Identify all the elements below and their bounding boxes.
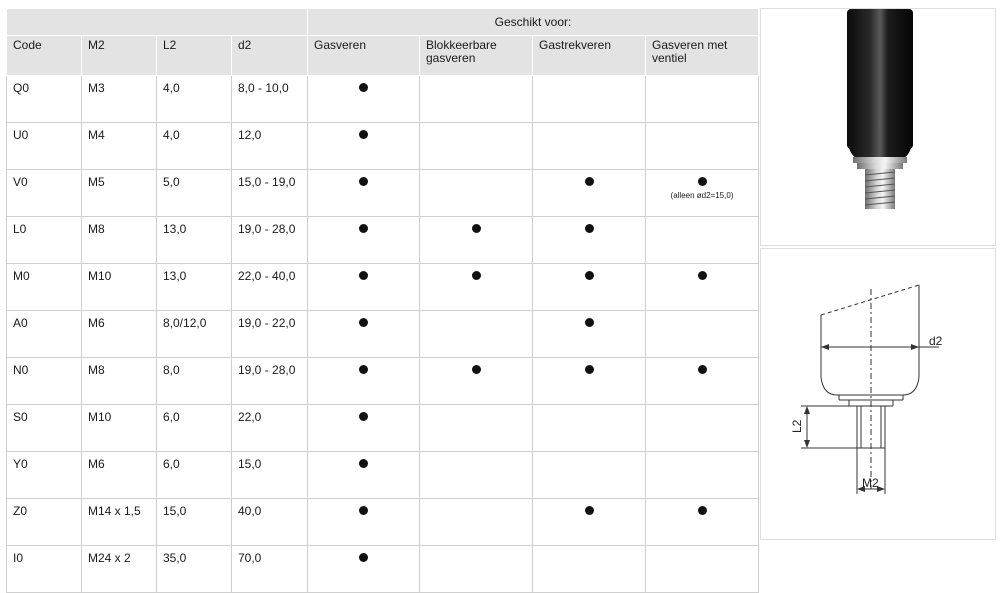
technical-drawing — [760, 248, 996, 540]
suitability-cell — [420, 546, 533, 593]
gas-spring-end-photo — [761, 9, 995, 245]
cell-m2: M6 — [82, 311, 157, 358]
l2-label: L2 — [790, 419, 804, 433]
cell-l2: 13,0 — [157, 217, 232, 264]
column-header-gasveren: Gasveren — [308, 36, 420, 76]
suitability-cell — [533, 170, 646, 217]
cell-note: (alleen ød2=15,0) — [670, 191, 734, 200]
bullet-icon — [585, 506, 594, 515]
cell-d2: 15,0 — [232, 452, 308, 499]
bullet-icon — [359, 224, 368, 233]
cell-code: A0 — [7, 311, 82, 358]
cell-l2: 15,0 — [157, 499, 232, 546]
bullet-icon — [359, 412, 368, 421]
bullet-icon — [585, 271, 594, 280]
suitability-cell — [533, 358, 646, 405]
cell-d2: 8,0 - 10,0 — [232, 76, 308, 123]
bullet-icon — [698, 271, 707, 280]
suitability-cell — [308, 546, 420, 593]
suitability-cell — [420, 170, 533, 217]
suitable-for-header: Geschikt voor: — [308, 9, 759, 36]
bullet-icon — [585, 318, 594, 327]
suitability-cell — [308, 452, 420, 499]
cell-m2: M24 x 2 — [82, 546, 157, 593]
cell-code: I0 — [7, 546, 82, 593]
cell-l2: 8,0 — [157, 358, 232, 405]
cell-code: U0 — [7, 123, 82, 170]
cell-code: S0 — [7, 405, 82, 452]
suitability-cell — [420, 217, 533, 264]
cell-m2: M5 — [82, 170, 157, 217]
column-header-gasveren-met-ventiel: Gasveren met ventiel — [646, 36, 759, 76]
suitability-cell — [308, 217, 420, 264]
bullet-icon — [359, 130, 368, 139]
cell-code: Z0 — [7, 499, 82, 546]
m2-label: M2 — [862, 476, 879, 490]
suitability-cell — [646, 358, 759, 405]
suitability-cell — [308, 76, 420, 123]
cell-l2: 4,0 — [157, 123, 232, 170]
bullet-icon — [359, 83, 368, 92]
cell-d2: 40,0 — [232, 499, 308, 546]
bullet-icon — [698, 177, 707, 186]
bullet-icon — [472, 271, 481, 280]
table-row — [7, 76, 759, 123]
bullet-icon — [359, 365, 368, 374]
suitability-cell — [646, 123, 759, 170]
bullet-icon — [359, 506, 368, 515]
cell-m2: M6 — [82, 452, 157, 499]
cell-m2: M14 x 1,5 — [82, 499, 157, 546]
table-row — [7, 264, 759, 311]
suitability-cell — [308, 499, 420, 546]
cell-l2: 13,0 — [157, 264, 232, 311]
bullet-icon — [472, 224, 481, 233]
bullet-icon — [585, 365, 594, 374]
cell-d2: 22,0 - 40,0 — [232, 264, 308, 311]
table-row — [7, 358, 759, 405]
cell-d2: 22,0 — [232, 405, 308, 452]
column-header-row — [7, 36, 759, 76]
column-header-l2: L2 — [157, 36, 232, 76]
suitability-cell — [646, 546, 759, 593]
cell-d2: 19,0 - 28,0 — [232, 217, 308, 264]
cell-m2: M10 — [82, 264, 157, 311]
cell-code: M0 — [7, 264, 82, 311]
cell-d2: 12,0 — [232, 123, 308, 170]
column-header-gastrekveren: Gastrekveren — [533, 36, 646, 76]
suitability-cell — [646, 405, 759, 452]
suitability-cell — [646, 76, 759, 123]
suitability-cell — [533, 217, 646, 264]
bullet-icon — [359, 177, 368, 186]
cell-m2: M8 — [82, 217, 157, 264]
suitability-cell — [533, 546, 646, 593]
empty-header-cell — [7, 9, 308, 36]
bullet-icon — [359, 459, 368, 468]
cell-m2: M4 — [82, 123, 157, 170]
table-row — [7, 499, 759, 546]
cell-m2: M3 — [82, 76, 157, 123]
bullet-icon — [585, 177, 594, 186]
cell-l2: 6,0 — [157, 405, 232, 452]
bullet-icon — [359, 271, 368, 280]
suitability-cell — [308, 123, 420, 170]
cell-l2: 8,0/12,0 — [157, 311, 232, 358]
cell-l2: 35,0 — [157, 546, 232, 593]
suitability-cell — [646, 311, 759, 358]
table-row — [7, 217, 759, 264]
suitability-cell — [420, 499, 533, 546]
group-header-row — [7, 9, 759, 36]
table-row — [7, 405, 759, 452]
bullet-icon — [698, 506, 707, 515]
suitability-cell — [308, 170, 420, 217]
cell-d2: 70,0 — [232, 546, 308, 593]
cell-d2: 19,0 - 28,0 — [232, 358, 308, 405]
column-header-d2: d2 — [232, 36, 308, 76]
suitability-cell — [420, 358, 533, 405]
suitability-cell — [420, 123, 533, 170]
column-header-blokkeerbare-gasveren: Blokkeerbare gasveren — [420, 36, 533, 76]
table-row — [7, 546, 759, 593]
bullet-icon — [585, 224, 594, 233]
column-header-m2: M2 — [82, 36, 157, 76]
suitability-cell — [646, 217, 759, 264]
bullet-icon — [359, 318, 368, 327]
cell-code: Y0 — [7, 452, 82, 499]
suitability-cell — [533, 264, 646, 311]
suitability-cell — [420, 311, 533, 358]
suitability-cell — [308, 311, 420, 358]
suitability-cell — [533, 311, 646, 358]
cell-l2: 4,0 — [157, 76, 232, 123]
specification-table — [6, 8, 759, 593]
column-header-code: Code — [7, 36, 82, 76]
cell-code: L0 — [7, 217, 82, 264]
suitability-cell — [420, 452, 533, 499]
suitability-cell — [308, 264, 420, 311]
cell-l2: 5,0 — [157, 170, 232, 217]
table-row — [7, 452, 759, 499]
suitability-cell — [646, 499, 759, 546]
suitability-cell — [308, 405, 420, 452]
cell-d2: 15,0 - 19,0 — [232, 170, 308, 217]
cell-m2: M8 — [82, 358, 157, 405]
product-photo — [760, 8, 996, 246]
cell-l2: 6,0 — [157, 452, 232, 499]
suitability-cell — [420, 76, 533, 123]
suitability-cell — [533, 123, 646, 170]
table-row — [7, 123, 759, 170]
suitability-cell — [420, 405, 533, 452]
cell-code: V0 — [7, 170, 82, 217]
bullet-icon — [698, 365, 707, 374]
suitability-cell — [533, 405, 646, 452]
dimension-drawing — [761, 249, 995, 539]
suitability-cell — [646, 452, 759, 499]
d2-label: d2 — [929, 334, 943, 348]
table-row — [7, 311, 759, 358]
suitability-cell — [533, 452, 646, 499]
bullet-icon — [472, 365, 481, 374]
cell-m2: M10 — [82, 405, 157, 452]
suitability-cell — [420, 264, 533, 311]
bullet-icon — [359, 553, 368, 562]
suitability-cell — [646, 170, 759, 217]
cell-code: Q0 — [7, 76, 82, 123]
table-row — [7, 170, 759, 217]
suitability-cell — [308, 358, 420, 405]
suitability-cell — [533, 76, 646, 123]
suitability-cell — [646, 264, 759, 311]
cell-code: N0 — [7, 358, 82, 405]
suitability-cell — [533, 499, 646, 546]
cell-d2: 19,0 - 22,0 — [232, 311, 308, 358]
